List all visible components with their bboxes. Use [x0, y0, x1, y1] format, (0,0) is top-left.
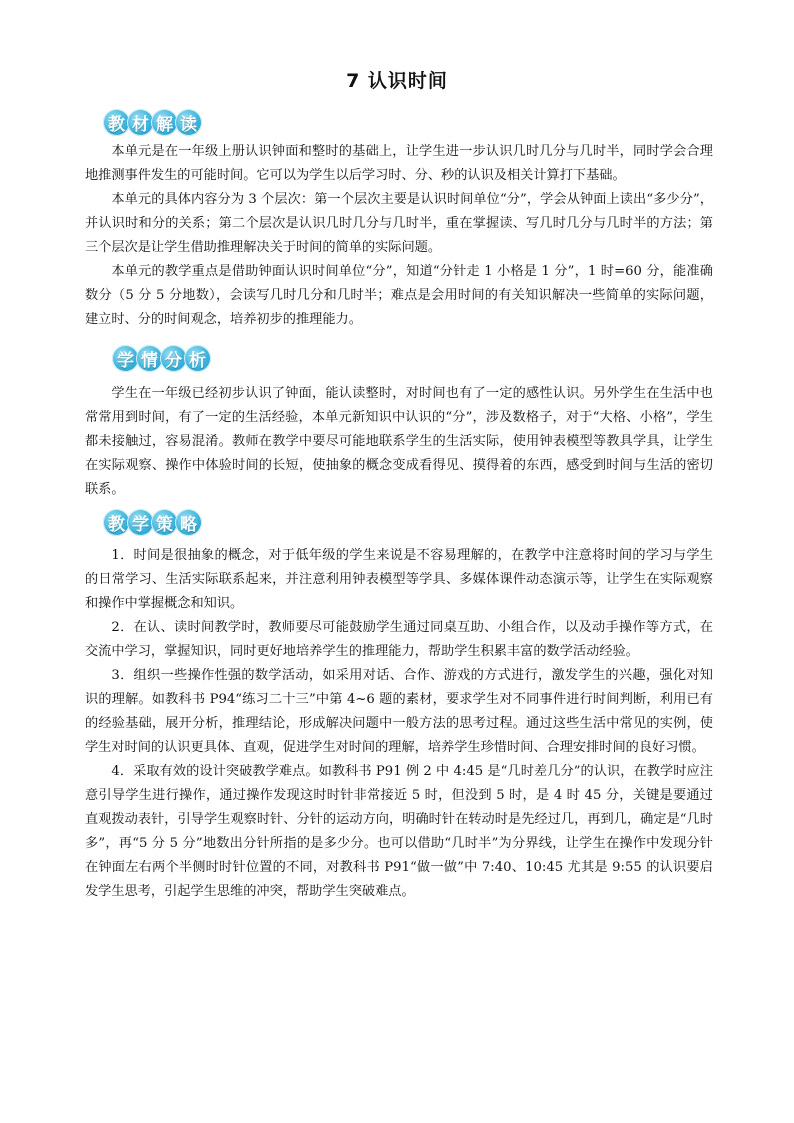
heading-char: 教: [103, 509, 130, 536]
heading-char: 解: [151, 109, 178, 136]
paragraph: 本单元的教学重点是借助钟面认识时间单位“分”，知道“分针走 1 小格是 1 分”，1 时=60 分，能准确数分（5 分 5 分地数），会读写几时几分和几时半；难点是会用时间的有关知识解决一些简单的实际问题，建立时、分的时间观念，培养初步的推理能力。: [85, 264, 713, 327]
section-heading-teaching-strategy: [103, 507, 199, 537]
paragraph: 1．时间是很抽象的概念，对于低年级的学生来说是不容易理解的，在教学中注意将时间的学习与学生的日常学习、生活实际联系起来，并注意利用钟表模型等学具、多媒体课件动态演示等，让学生在实际观察和操作中掌握概念和知识。: [85, 548, 713, 611]
section-body-student-analysis: [85, 382, 713, 502]
heading-char: 教: [103, 109, 130, 136]
paragraph: 本单元的具体内容分为 3 个层次：第一个层次主要是认识时间单位“分”，学会从钟面上读出“多少分”，并认识时和分的关系；第二个层次是认识几时几分与几时半，重在掌握读、写几时几分与几时半的方法；第三个层次是让学生借助推理解决关于时间的简单的实际问题。: [85, 192, 713, 255]
paragraph: 3．组织一些操作性强的数学活动，如采用对话、合作、游戏的方式进行，激发学生的兴趣，强化对知识的理解。如教科书 P94“练习二十三”中第 4~6 题的素材，要求学生对不同事件进行时间判断，利用已有的经验基础，展开分析，推理结论，形成解决问题中一般方法的思考过程。通过这些生活中常见的实例，使学生对时间的认识更具体、直观，促进学生对时间的理解，培养学生珍惜时间、合理安排时间的良好习惯。: [85, 668, 713, 755]
paragraph: 2．在认、读时间教学时，教师要尽可能鼓励学生通过同桌互助、小组合作，以及动手操作等方式，在交流中学习，掌握知识，同时更好地培养学生的推理能力，帮助学生积累丰富的数学活动经验。: [85, 620, 713, 659]
paragraph: 学生在一年级已经初步认识了钟面，能认读整时，对时间也有了一定的感性认识。另外学生在生活中也常常用到时间，有了一定的生活经验，本单元新知识中认识的“分”，涉及数格子，对于“大格、小格”，学生都未接触过，容易混淆。教师在教学中要尽可能地联系学生的生活实际，使用钟表模型等教具学具，让学生在实际观察、操作中体验时间的长短，使抽象的概念变成看得见、摸得着的东西，感受到时间与生活的密切联系。: [85, 386, 713, 497]
section-body-textbook-reading: [85, 140, 713, 332]
heading-char: 情: [136, 345, 163, 372]
section-body-teaching-strategy: [85, 544, 713, 904]
paragraph: 本单元是在一年级上册认识钟面和整时的基础上，让学生进一步认识几时几分与几时半，同时学会合理地推测事件发生的可能时间。它可以为学生以后学习时、分、秒的认识及相关计算打下基础。: [85, 144, 713, 183]
heading-char: 材: [127, 109, 154, 136]
heading-char: 策: [151, 509, 178, 536]
heading-char: 略: [175, 509, 202, 536]
heading-char: 学: [112, 345, 139, 372]
section-heading-textbook-reading: [103, 107, 199, 137]
section-heading-student-analysis: [112, 343, 208, 373]
page-title: 7 认识时间: [346, 70, 448, 92]
heading-char: 读: [175, 109, 202, 136]
heading-char: 析: [184, 345, 211, 372]
paragraph: 4．采取有效的设计突破教学难点。如教科书 P91 例 2 中 4:45 是“几时差几分”的认识，在教学时应注意引导学生进行操作，通过操作发现这时时针非常接近 5 时，但没到 5 时，是 4 时 45 分，关键是要通过直观拨动表针，引导学生观察时针、分针的运动方向，明确时针在转动时是先经过几，再到几，确定是“几时多”，再“5 分 5 分”地数出分针所指的是多少分。也可以借助“几时半”为分界线，让学生在操作中发现分针在钟面左右两个半侧时时针位置的不同，对教科书 P91“做一做”中 7:40、10:45 尤其是 9:55 的认识要启发学生思考，引起学生思维的冲突，帮助学生突破难点。: [85, 764, 713, 899]
heading-char: 学: [127, 509, 154, 536]
heading-char: 分: [160, 345, 187, 372]
